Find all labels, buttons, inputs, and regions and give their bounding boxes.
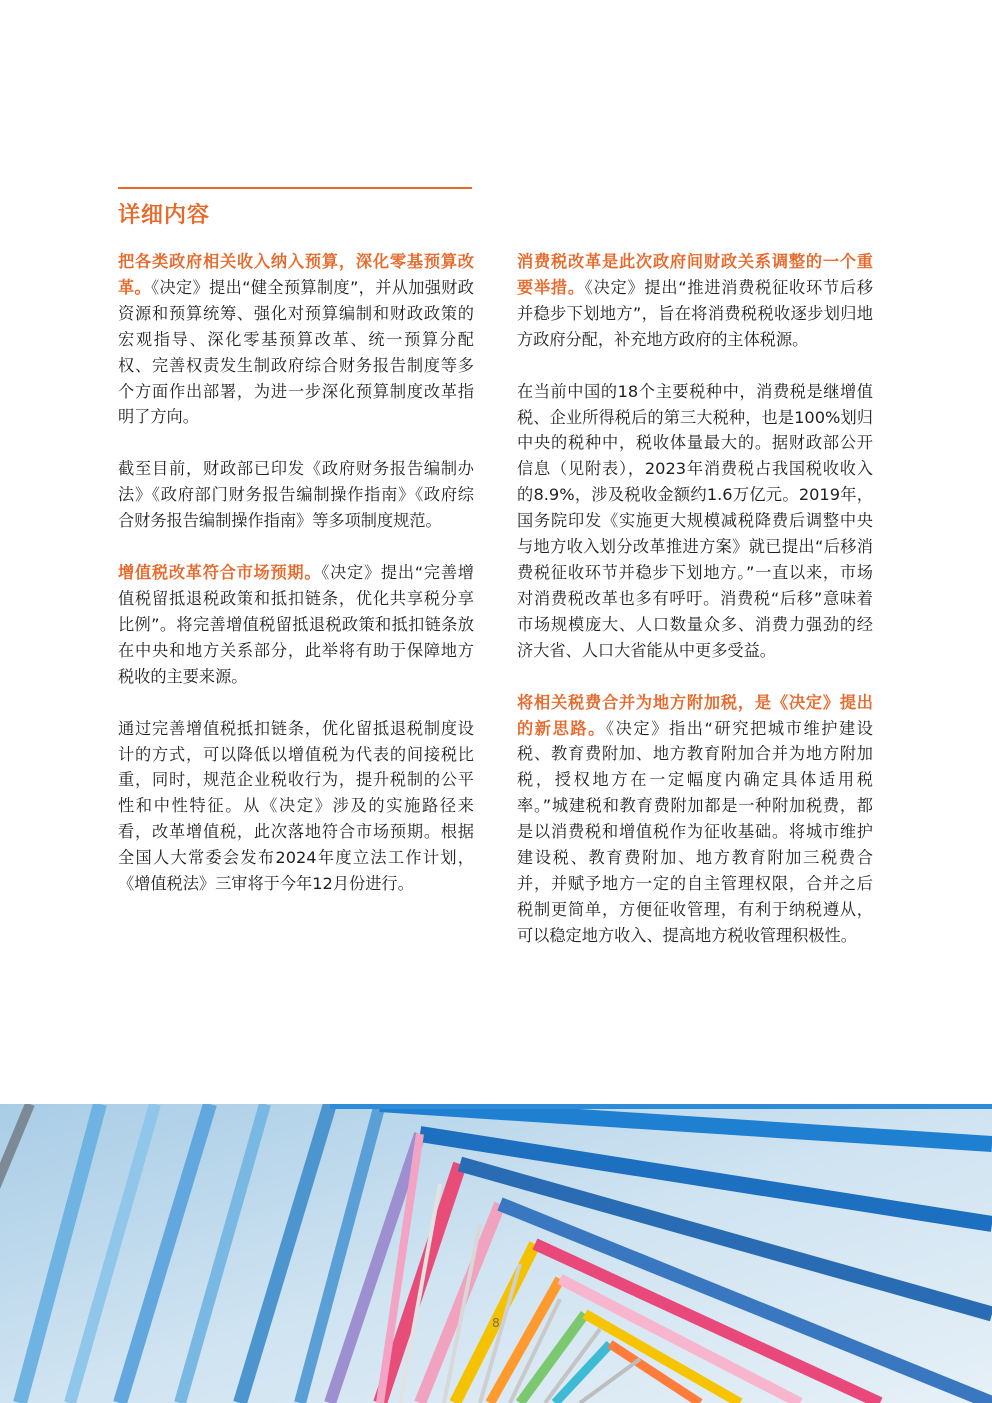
paragraph-body: 《决定》提出“健全预算制度”，并从加强财政资源和预算统筹、强化对预算编制和财政政策的宏观指导、深化零基预算改革、统一预算分配权、完善权责发生制政府综合财务报告制度等多个方面作出部署，为进一步深化预算制度改革指明了方向。 (118, 277, 474, 427)
page-number: 8 (492, 1316, 500, 1330)
paragraph (517, 379, 873, 664)
rainbow-frame-illustration (0, 1104, 992, 1403)
paragraph-body: 《决定》指出“研究把城市维护建设税、教育费附加、地方教育附加合并为地方附加税，授权地方在一定幅度内确定具体适用税率。”城建税和教育费附加都是一种附加税费，都是以消费税和增值税作为征收基础。将城市维护建设税、教育费附加、地方教育附加三税费合并，并赋予地方一定的自主管理权限，合并之后税制更简单，方便征收管理，有利于纳税遵从，可以稳定地方收入、提高地方税收管理积极性。 (517, 718, 873, 945)
paragraph (517, 690, 873, 949)
paragraph-body: 截至目前，财政部已印发《政府财务报告编制办法》《政府部门财务报告编制操作指南》《政府综合财务报告编制操作指南》等多项制度规范。 (118, 459, 474, 531)
paragraph (517, 249, 873, 353)
right-column (517, 249, 873, 975)
paragraph-lead: 把各类政府相关收入纳入预算，深化零基预算改革。 (118, 252, 474, 297)
rainbow-frame-photo (0, 1104, 992, 1403)
paragraph-lead: 增值税改革符合市场预期。 (118, 563, 322, 583)
paragraph (118, 716, 474, 897)
paragraph-body: 《决定》提出“推进消费税征收环节后移并稳步下划地方”，旨在将消费税税收逐步划归地方政府分配，补充地方政府的主体税源。 (517, 277, 874, 349)
paragraph (118, 456, 474, 534)
left-column (118, 249, 474, 923)
paragraph-body: 《决定》提出“完善增值税留抵退税政策和抵扣链条，优化共享税分享比例”。将完善增值税留抵退税政策和抵扣链条放在中央和地方关系部分，此举将有助于保障地方税收的主要来源。 (118, 563, 474, 686)
section-title: 详细内容 (118, 203, 211, 228)
paragraph-lead: 消费税改革是此次政府间财政关系调整的一个重要举措。 (517, 252, 873, 297)
paragraph-body: 在当前中国的18个主要税种中，消费税是继增值税、企业所得税后的第三大税种，也是100%划归中央的税种中，税收体量最大的。据财政部公开信息（见附表），2023年消费税占我国税收收入的8.9%，涉及税收金额约1.6万亿元。2019年，国务院印发《实施更大规模减税降费后调整中央与地方收入划分改革推进方案》就已提出“后移消费税征收环节并稳步下划地方。”一直以来，市场对消费税改革也多有呼吁。消费税“后移”意味着市场规模庞大、人口数量众多、消费力强劲的经济大省、人口大省能从中更多受益。 (517, 381, 873, 660)
paragraph (118, 249, 474, 430)
paragraph (118, 560, 474, 690)
paragraph-lead: 将相关税费合并为地方附加税，是《决定》提出的新思路。 (517, 692, 873, 738)
paragraph-body: 通过完善增值税抵扣链条，优化留抵退税制度设计的方式，可以降低以增值税为代表的间接税比重，同时，规范企业税收行为，提升税制的公平性和中性特征。从《决定》涉及的实施路径来看，改革增值税，此次落地符合市场预期。根据全国人大常委会发布2024年度立法工作计划，《增值税法》三审将于今年12月份进行。 (118, 718, 474, 894)
section-divider (118, 187, 472, 189)
